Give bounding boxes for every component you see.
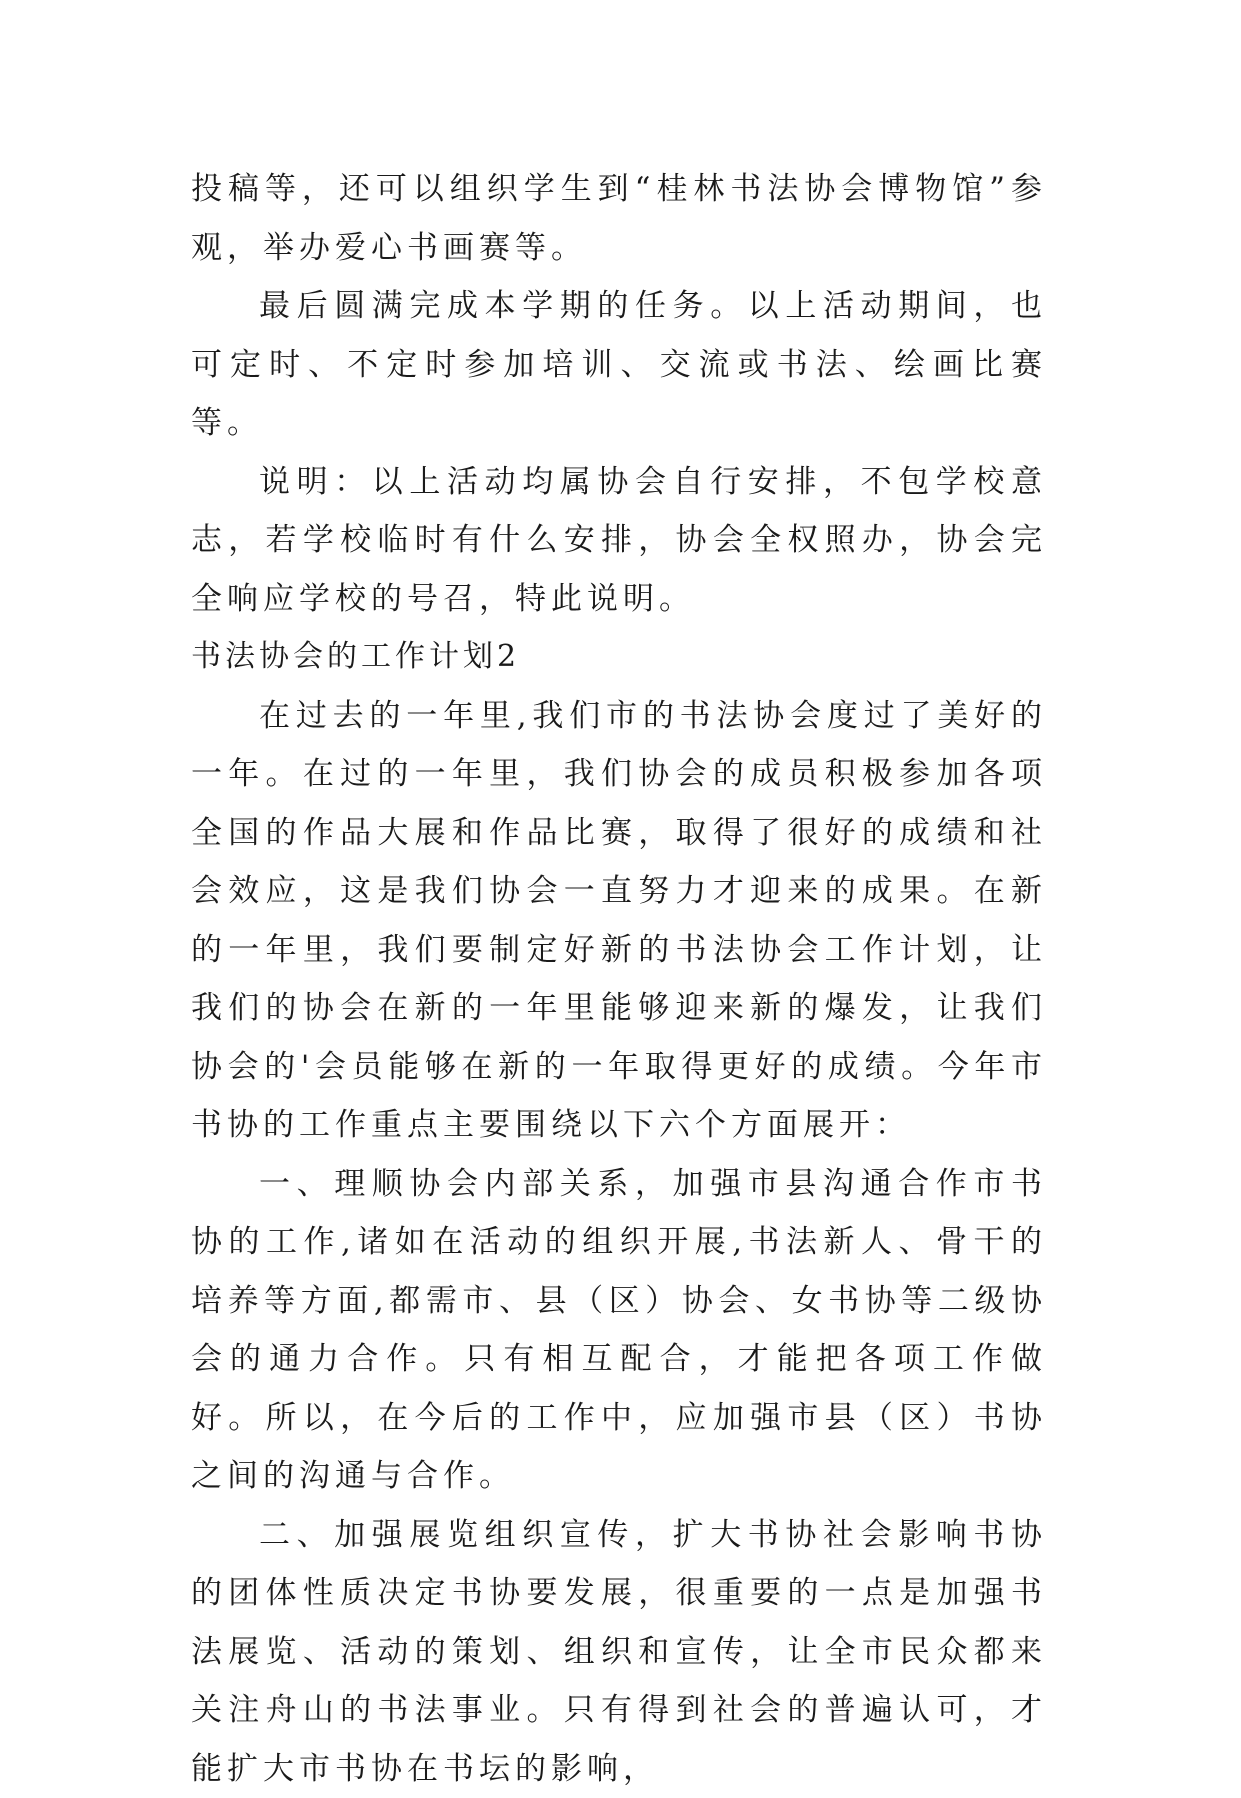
paragraph-continuation: 投稿等，还可以组织学生到“桂林书法协会博物馆”参观，举办爱心书画赛等。 <box>191 160 1047 277</box>
paragraph-completion: 最后圆满完成本学期的任务。以上活动期间，也可定时、不定时参加培训、交流或书法、绘画比赛等。 <box>191 277 1047 453</box>
paragraph-point-two: 二、加强展览组织宣传，扩大书协社会影响书协的团体性质决定书协要发展，很重要的一点是加强书法展览、活动的策划、组织和宣传，让全市民众都来关注舟山的书法事业。只有得到社会的普遍认可，才能扩大市书协在书坛的影响， <box>191 1506 1047 1798</box>
paragraph-intro: 在过去的一年里,我们市的书法协会度过了美好的一年。在过的一年里，我们协会的成员积极参加各项全国的作品大展和作品比赛，取得了很好的成绩和社会效应，这是我们协会一直努力才迎来的成果。在新的一年里，我们要制定好新的书法协会工作计划，让我们的协会在新的一年里能够迎来新的爆发，让我们协会的'会员能够在新的一年取得更好的成绩。今年市书协的工作重点主要围绕以下六个方面展开： <box>191 687 1047 1155</box>
document-body <box>191 160 1047 1798</box>
paragraph-note: 说明：以上活动均属协会自行安排，不包学校意志，若学校临时有什么安排，协会全权照办，协会完全响应学校的号召，特此说明。 <box>191 453 1047 629</box>
paragraph-point-one: 一、理顺协会内部关系，加强市县沟通合作市书协的工作,诸如在活动的组织开展,书法新人、骨干的培养等方面,都需市、县（区）协会、女书协等二级协会的通力合作。只有相互配合，才能把各项工作做好。所以，在今后的工作中，应加强市县（区）书协之间的沟通与合作。 <box>191 1155 1047 1506</box>
section-title: 书法协会的工作计划2 <box>191 628 1047 687</box>
